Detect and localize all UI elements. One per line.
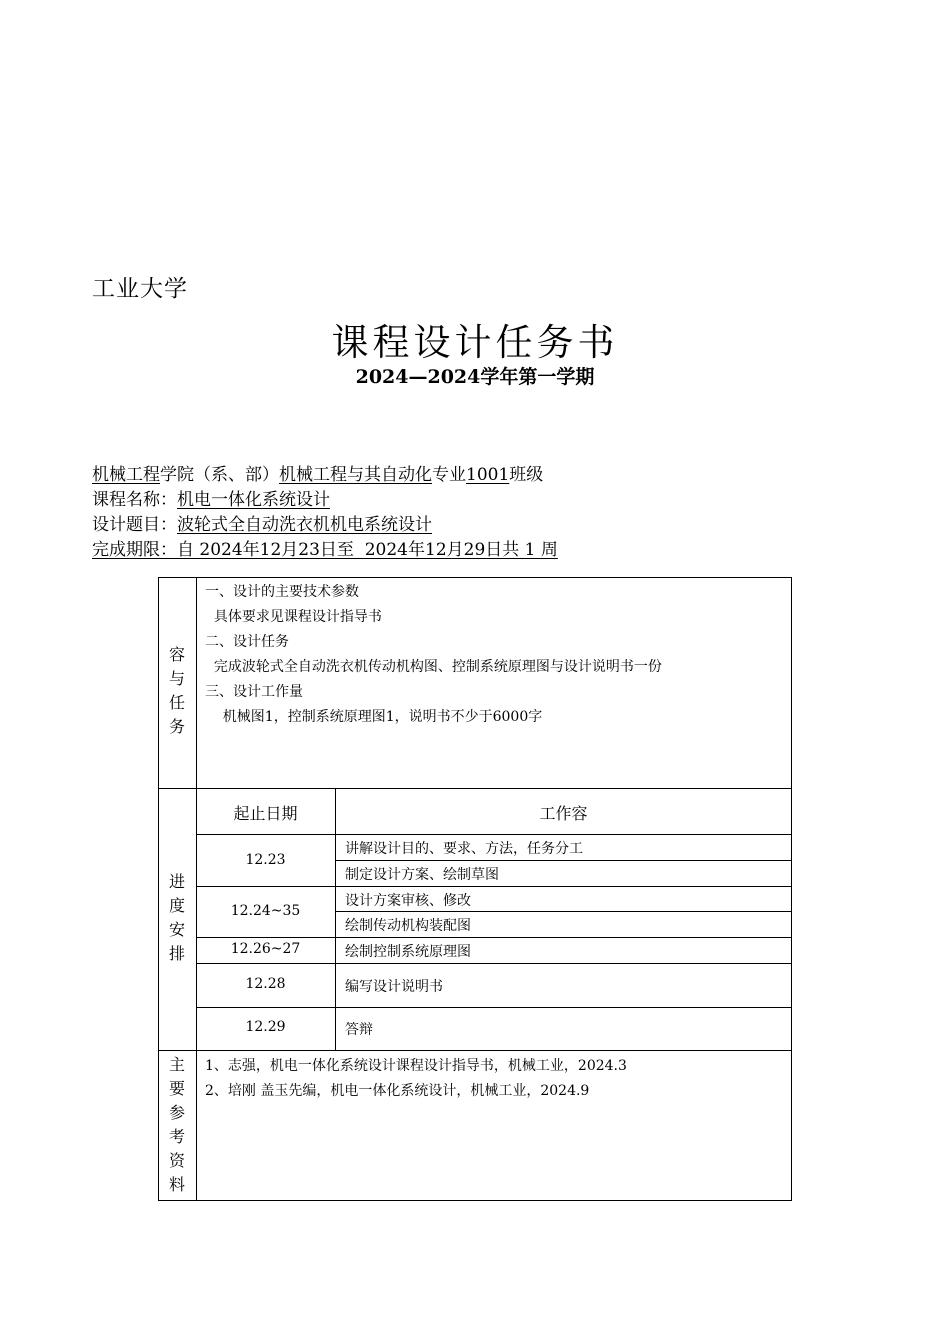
topic-label: 设计题目：: [92, 515, 177, 535]
task-line: 一、设计的主要技术参数: [205, 584, 359, 600]
schedule-date: 12.24~35: [230, 903, 301, 919]
tasks-section-label: 容 与 任 务: [168, 645, 185, 736]
major-suffix: 专业: [432, 465, 466, 485]
task-line: 完成波轮式全自动洗衣机传动机构图、控制系统原理图与设计说明书一份: [205, 659, 662, 675]
schedule-row-divider: [196, 937, 792, 938]
topic-name: 波轮式全自动洗衣机机电系统设计: [177, 515, 432, 535]
college-major-line: [92, 460, 543, 485]
work-column-header: 工作容: [539, 804, 588, 823]
course-label: 课程名称：: [92, 490, 177, 510]
schedule-work-item: 制定设计方案、绘制草图: [345, 867, 499, 883]
schedule-work-item: 答辩: [345, 1022, 373, 1038]
course-name-line: [92, 485, 330, 510]
task-line: 三、设计工作量: [205, 684, 303, 700]
schedule-date: 12.28: [245, 976, 286, 992]
college-suffix: 学院（系、部）: [160, 465, 279, 485]
schedule-row-divider: [196, 963, 792, 964]
schedule-section-label: 进 度 安 排: [168, 872, 185, 963]
work-item-divider: [335, 860, 792, 861]
schedule-work-item: 讲解设计目的、要求、方法，任务分工: [345, 841, 583, 857]
section-divider: [158, 1050, 792, 1051]
schedule-work-item: 设计方案审核、修改: [345, 893, 471, 909]
document-title: 课程设计任务书: [331, 321, 619, 364]
college-name: 机械工程: [92, 465, 160, 485]
task-line: 具体要求见课程设计指导书: [205, 609, 382, 625]
university-name: 工业大学: [92, 276, 188, 302]
academic-term: 2024—2024学年第一学期: [355, 366, 595, 388]
major-name: 机械工程与其自动化: [279, 465, 432, 485]
date-column-divider: [335, 788, 336, 1050]
date-column-header: 起止日期: [233, 804, 298, 823]
schedule-date: 12.23: [245, 852, 286, 868]
schedule-work-item: 绘制传动机构装配图: [345, 918, 471, 934]
topic-line: [92, 510, 432, 535]
class-number: 1001: [466, 465, 510, 485]
reference-item: 1、志强，机电一体化系统设计课程设计指导书，机械工业，2024.3: [205, 1058, 627, 1074]
schedule-header-divider: [196, 834, 792, 835]
reference-item: 2、培刚 盖玉先编，机电一体化系统设计，机械工业，2024.9: [205, 1083, 590, 1099]
course-name: 机电一体化系统设计: [177, 490, 330, 510]
schedule-work-item: 绘制控制系统原理图: [345, 944, 471, 960]
schedule-row-divider: [196, 1007, 792, 1008]
schedule-work-item: 编写设计说明书: [345, 979, 443, 995]
label-column-divider: [196, 577, 197, 1201]
deadline-line: 完成期限：自 2024年12月23日至 2024年12月29日共 1 周: [92, 540, 558, 560]
references-section-label: 主 要 参 考 资 料: [168, 1055, 185, 1194]
work-item-divider: [335, 911, 792, 912]
task-line: 机械图1，控制系统原理图1，说明书不少于6000字: [205, 709, 543, 725]
schedule-row-divider: [196, 886, 792, 887]
class-suffix: 班级: [509, 465, 544, 485]
section-divider: [158, 788, 792, 789]
task-line: 二、设计任务: [205, 634, 289, 650]
schedule-date: 12.26~27: [230, 941, 301, 957]
schedule-date: 12.29: [245, 1019, 286, 1035]
